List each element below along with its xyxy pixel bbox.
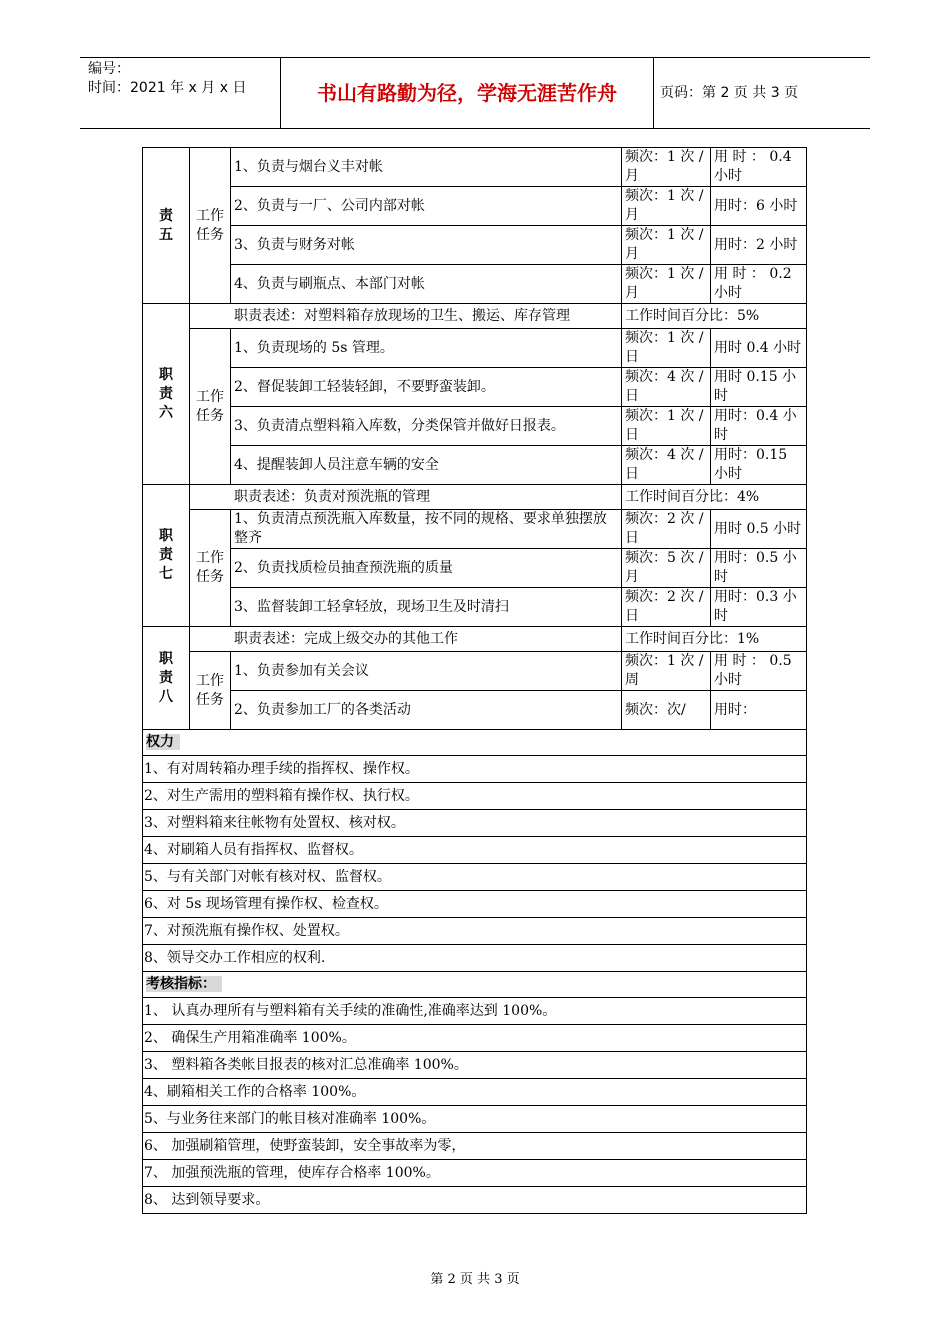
kpi-section-item: 3、 塑料箱各类帐目报表的核对汇总准确率 100%。: [143, 1052, 807, 1079]
task-row: [143, 588, 807, 627]
duty-pct: 工作时间百分比：5%: [622, 304, 807, 329]
task-duration: 用 时 ： 0.2 小时: [711, 265, 807, 304]
task-text: 3、负责清点塑料箱入库数，分类保管并做好日报表。: [231, 407, 622, 446]
duty-desc: 职责表述：负责对预洗瓶的管理: [190, 485, 622, 510]
kpi-section-item: 7、 加强预洗瓶的管理，使库存合格率 100%。: [143, 1160, 807, 1187]
duty-label: 职 责 六: [143, 304, 190, 485]
task-row: [143, 652, 807, 691]
task-text: 4、提醒装卸人员注意车辆的安全: [231, 446, 622, 485]
authority-section-item-row: [143, 837, 807, 864]
task-text: 3、负责与财务对帐: [231, 226, 622, 265]
task-row: [143, 226, 807, 265]
task-duration: 用时 0.4 小时: [711, 329, 807, 368]
task-frequency: 频次：2 次 /日: [622, 588, 711, 627]
task-duration: 用时：: [711, 691, 807, 730]
kpi-section-item: 6、 加强刷箱管理，使野蛮装卸，安全事故率为零，: [143, 1133, 807, 1160]
page-header: [80, 57, 870, 129]
header-motto: 书山有路勤为径，学海无涯苦作舟: [317, 81, 617, 105]
duty-table: [142, 147, 807, 1214]
task-row: [143, 187, 807, 226]
kpi-section-item: 5、与业务往来部门的帐目核对准确率 100%。: [143, 1106, 807, 1133]
task-duration: 用 时 ： 0.4 小时: [711, 148, 807, 187]
authority-section-item: 1、有对周转箱办理手续的指挥权、操作权。: [143, 756, 807, 783]
task-text: 2、负责找质检员抽查预洗瓶的质量: [231, 549, 622, 588]
task-text: 1、负责与烟台义丰对帐: [231, 148, 622, 187]
task-group-label: 工作 任务: [190, 510, 231, 627]
header-meta: [80, 58, 288, 130]
task-duration: 用 时 ： 0.5 小时: [711, 652, 807, 691]
kpi-section: [143, 972, 807, 998]
task-frequency: 频次：1 次 / 周: [622, 652, 711, 691]
task-frequency: 频次：4 次 /日: [622, 446, 711, 485]
authority-section-item-row: [143, 810, 807, 837]
duty-desc: 职责表述：完成上级交办的其他工作: [190, 627, 622, 652]
task-text: 2、负责参加工厂的各类活动: [231, 691, 622, 730]
time-label: 时间：2021 年 x 月 x 日: [88, 80, 247, 96]
authority-section-item: 8、领导交办工作相应的权利.: [143, 945, 807, 972]
task-frequency: 频次：1 次 / 月: [622, 148, 711, 187]
task-frequency: 频次：1 次 /月: [622, 226, 711, 265]
kpi-section-item: 4、刷箱相关工作的合格率 100%。: [143, 1079, 807, 1106]
task-text: 2、负责与一厂、公司内部对帐: [231, 187, 622, 226]
kpi-section-item-row: [143, 1052, 807, 1079]
task-text: 1、负责参加有关会议: [231, 652, 622, 691]
task-text: 1、负责清点预洗瓶入库数量，按不同的规格、要求单独摆放整齐: [231, 510, 622, 549]
page-footer: 第 2 页 共 3 页: [430, 1272, 520, 1287]
task-frequency: 频次：1 次 /日: [622, 329, 711, 368]
task-row: [143, 549, 807, 588]
task-row: [143, 265, 807, 304]
authority-section-item-row: [143, 864, 807, 891]
kpi-section-title-text: 考核指标：: [146, 976, 222, 992]
task-frequency: 频次：5 次 / 月: [622, 549, 711, 588]
task-row: [143, 329, 807, 368]
task-row: [143, 446, 807, 485]
duty-label: 责 五: [143, 148, 190, 304]
authority-section-item: 4、对刷箱人员有指挥权、监督权。: [143, 837, 807, 864]
task-row: [143, 368, 807, 407]
task-frequency: 频次：1 次 /月: [622, 265, 711, 304]
task-duration: 用时 0.15 小时: [711, 368, 807, 407]
authority-section-item: 5、与有关部门对帐有核对权、监督权。: [143, 864, 807, 891]
duty-label: 职 责 七: [143, 485, 190, 627]
task-row: [143, 691, 807, 730]
kpi-section-item-row: [143, 1025, 807, 1052]
task-row: [143, 407, 807, 446]
task-duration: 用时：0.15 小时: [711, 446, 807, 485]
authority-section: [143, 730, 807, 756]
kpi-section-item-row: [143, 998, 807, 1025]
task-duration: 用时：0.4 小时: [711, 407, 807, 446]
authority-section-item-row: [143, 891, 807, 918]
authority-section-item-row: [143, 945, 807, 972]
task-text: 1、负责现场的 5s 管理。: [231, 329, 622, 368]
kpi-section-item-row: [143, 1079, 807, 1106]
task-frequency: 频次：2 次 /日: [622, 510, 711, 549]
task-duration: 用时 0.5 小时: [711, 510, 807, 549]
kpi-section-item: 2、 确保生产用箱准确率 100%。: [143, 1025, 807, 1052]
duty-desc-row: [143, 627, 807, 652]
duty-pct: 工作时间百分比：4%: [622, 485, 807, 510]
task-group-label: 工作 任务: [190, 329, 231, 485]
duty-label: 职 责 八: [143, 627, 190, 730]
task-text: 4、负责与刷瓶点、本部门对帐: [231, 265, 622, 304]
task-group-label: 工作 任务: [190, 148, 231, 304]
authority-section-title: [143, 730, 807, 756]
authority-section-title-text: 权力: [146, 734, 180, 750]
task-group-label: 工作 任务: [190, 652, 231, 730]
task-text: 3、监督装卸工轻拿轻放，现场卫生及时清扫: [231, 588, 622, 627]
header-page-info: 页码：第 2 页 共 3 页: [660, 85, 799, 101]
kpi-section-item-row: [143, 1160, 807, 1187]
kpi-section-title: [143, 972, 807, 998]
authority-section-item-row: [143, 783, 807, 810]
kpi-section-item-row: [143, 1133, 807, 1160]
authority-section-item: 3、对塑料箱来往帐物有处置权、核对权。: [143, 810, 807, 837]
task-frequency: 频次：4 次 / 日: [622, 368, 711, 407]
duty-desc-row: [143, 304, 807, 329]
task-frequency: 频次：1 次 /日: [622, 407, 711, 446]
duty-desc-row: [143, 485, 807, 510]
task-duration: 用时：6 小时: [711, 187, 807, 226]
authority-section-item-row: [143, 918, 807, 945]
task-row: [143, 510, 807, 549]
task-duration: 用时：2 小时: [711, 226, 807, 265]
serial-label: 编号：: [88, 61, 130, 77]
task-duration: 用时：0.5 小时: [711, 549, 807, 588]
authority-section-item-row: [143, 756, 807, 783]
kpi-section-item-row: [143, 1187, 807, 1214]
duty-pct: 工作时间百分比：1%: [622, 627, 807, 652]
kpi-section-item-row: [143, 1106, 807, 1133]
kpi-section-item: 1、 认真办理所有与塑料箱有关手续的准确性,准确率达到 100%。: [143, 998, 807, 1025]
authority-section-item: 2、对生产需用的塑料箱有操作权、执行权。: [143, 783, 807, 810]
authority-section-item: 6、对 5s 现场管理有操作权、检查权。: [143, 891, 807, 918]
task-row: [143, 148, 807, 187]
authority-section-item: 7、对预洗瓶有操作权、处置权。: [143, 918, 807, 945]
task-frequency: 频次：次/: [622, 691, 711, 730]
task-duration: 用时：0.3 小时: [711, 588, 807, 627]
header-divider: [653, 58, 654, 128]
duty-desc: 职责表述：对塑料箱存放现场的卫生、搬运、库存管理: [190, 304, 622, 329]
task-frequency: 频次：1 次 /月: [622, 187, 711, 226]
task-text: 2、督促装卸工轻装轻卸，不要野蛮装卸。: [231, 368, 622, 407]
kpi-section-item: 8、 达到领导要求。: [143, 1187, 807, 1214]
